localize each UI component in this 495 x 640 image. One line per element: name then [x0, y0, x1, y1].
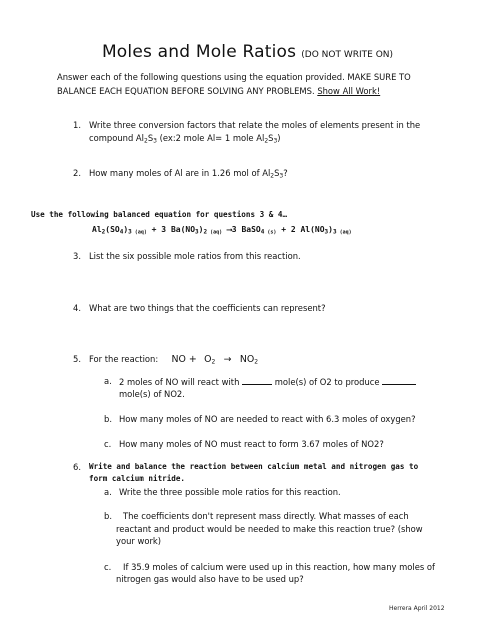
q1-text: ): [277, 133, 281, 143]
q5a-line-2: mole(s) of NO2.: [119, 389, 185, 399]
q4-text: What are two things that the coefficients can represent?: [89, 303, 326, 313]
q6-number: 6.: [73, 462, 81, 472]
q5a-text: mole(s) of O2 to produce: [274, 377, 380, 387]
instructions-line-2: [57, 87, 380, 95]
equation-part: Al: [92, 225, 102, 234]
q1-subscript: 3: [273, 137, 278, 145]
equation-subscript: 2: [203, 228, 208, 236]
instructions-line-1: Answer each of the following questions using the equation provided. MAKE SURE TO: [57, 72, 411, 82]
reaction-product: NO: [239, 354, 255, 365]
instructions-text: BALANCE EACH EQUATION BEFORE SOLVING ANY PROBLEMS.: [57, 86, 315, 96]
q6-line-1: Write and balance the reaction between calcium metal and nitrogen gas to: [89, 462, 419, 471]
q2-text-part: ?: [283, 168, 288, 178]
page-title: [0, 44, 495, 61]
equation-part: + 2 Al(NO: [276, 225, 325, 234]
equation-part: ): [123, 225, 129, 234]
reaction-reactant: NO +: [171, 354, 197, 365]
equation-subscript: 2: [101, 228, 106, 236]
reaction-subscript: 2: [211, 358, 216, 366]
q5a-label: a.: [104, 376, 112, 386]
q1-text: S: [147, 133, 154, 143]
q6c-line-2: nitrogen gas would also have to be used up?: [116, 574, 304, 584]
reaction-arrow: →: [223, 354, 232, 365]
q2-number: 2.: [73, 168, 81, 178]
q1-text: (ex:2 mole Al= 1 mole Al: [156, 133, 265, 143]
q5-number: 5.: [73, 354, 81, 364]
q1-subscript: 2: [264, 137, 269, 145]
q1-number: 1.: [73, 120, 81, 130]
answer-blank: [382, 377, 416, 385]
q5c-text: How many moles of NO must react to form 3.67 moles of NO2?: [119, 439, 384, 449]
q2-text: [89, 169, 288, 180]
reaction-subscript: 2: [254, 358, 259, 366]
q6c-label: c.: [104, 562, 112, 572]
q5-lead: [89, 355, 258, 366]
q3-number: 3.: [73, 251, 81, 261]
q2-subscript: 3: [279, 172, 284, 180]
equation-part: ⟶3 BaSO: [222, 225, 261, 234]
q1-text: S: [268, 133, 274, 143]
equation-state: (aq): [131, 229, 147, 236]
q2-text-part: S: [274, 168, 280, 178]
show-work-note: Show All Work!: [317, 86, 381, 96]
section-heading: Use the following balanced equation for questions 3 & 4…: [31, 210, 288, 219]
q2-text-part: How many moles of Al are in 1.26 mol of Al: [89, 168, 271, 178]
q4-number: 4.: [73, 303, 81, 313]
q1-line-2: [89, 134, 281, 145]
q6c-line-1: If 35.9 moles of calcium were used up in this reaction, how many moles of: [123, 562, 435, 572]
q5a-line-1: [119, 377, 416, 386]
equation-subscript: 4: [260, 228, 265, 236]
q5b-label: b.: [104, 414, 112, 424]
equation-subscript: 3: [128, 228, 132, 236]
equation-part: (SO: [105, 225, 120, 234]
equation-state: (aq): [207, 229, 223, 236]
equation-state: (aq): [336, 229, 352, 236]
footer-credit: Herrera April 2012: [389, 605, 445, 612]
q1-subscript: 3: [153, 137, 157, 145]
q6a-text: Write the three possible mole ratios for this reaction.: [119, 487, 341, 497]
equation-subscript: 4: [119, 228, 124, 236]
equation-subscript: 3: [324, 228, 329, 236]
balanced-equation: [92, 226, 352, 236]
equation-part: + 3 Ba(NO: [146, 225, 196, 234]
equation-part: ): [328, 225, 333, 234]
title-main: Moles and Mole Ratios: [101, 42, 297, 62]
reaction-reactant: O: [204, 354, 212, 365]
equation-subscript: 3: [195, 228, 199, 236]
equation-subscript: 3: [333, 228, 337, 236]
q6b-label: b.: [104, 511, 112, 521]
answer-blank: [242, 377, 272, 385]
q6b-line-2: reactant and product would be needed to make this reaction true? (show: [116, 524, 423, 534]
q6b-line-3: your work): [116, 536, 162, 546]
q1-subscript: 2: [143, 137, 148, 145]
q5-lead-text: For the reaction:: [89, 354, 159, 364]
q1-text: compound Al: [89, 133, 144, 143]
title-note: (DO NOT WRITE ON): [301, 50, 394, 60]
q3-text: List the six possible mole ratios from this reaction.: [89, 251, 301, 261]
q1-line-1: Write three conversion factors that relate the moles of elements present in the: [89, 120, 421, 130]
q5c-label: c.: [104, 439, 112, 449]
q2-subscript: 2: [270, 172, 275, 180]
q6b-line-1: The coefficients don't represent mass directly. What masses of each: [123, 511, 409, 521]
q5a-text: 2 moles of NO will react with: [119, 377, 240, 387]
q6-line-2: form calcium nitride.: [89, 474, 186, 483]
equation-state: (s): [264, 229, 277, 236]
q6a-label: a.: [104, 487, 112, 497]
q5b-text: How many moles of NO are needed to react with 6.3 moles of oxygen?: [119, 414, 416, 424]
equation-part: ): [198, 225, 204, 234]
